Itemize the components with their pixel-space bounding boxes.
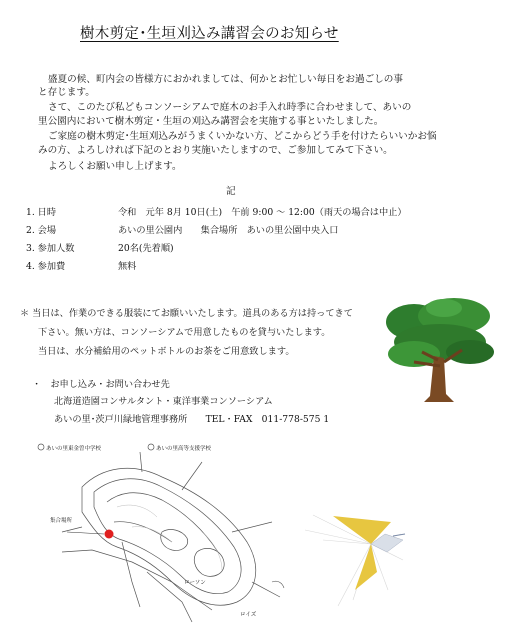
contact-org: 北海道造園コンサルタント・東洋事業コンソーシアム: [54, 396, 273, 407]
note-line: 当日は、水分補給用のペットボトルのお茶をご用意致します。: [38, 346, 295, 357]
detail-label: 1. 日時: [26, 207, 57, 218]
map-label-rois: ロイズ: [240, 612, 257, 618]
detail-value: あいの里公園内 集合場所 あいの里公園中央入口: [118, 225, 339, 236]
map-label-lawson: ローソン: [184, 580, 206, 586]
detail-label: 3. 参加人数: [26, 243, 75, 254]
meeting-point-leader: [67, 532, 104, 534]
intro-line: さて、このたび私どもコンソーシアムで庭木のお手入れ時季に合わせまして、あいの: [48, 102, 412, 113]
detail-value: 令和 元年 8月 10日(土) 午前 9:00 ～ 12:00（雨天の場合は中止）: [118, 207, 407, 218]
intro-line: みの方、よろしければ下記のとおり実施いたしますので、ご参加してみて下さい。: [38, 145, 393, 156]
intro-line: ご家庭の樹木剪定･生垣刈込みがうまくいかない方、どこからどう手を付けたらいいかお悩: [48, 131, 437, 142]
intro-line: 里公園内において樹木剪定・生垣の刈込み講習会を実施する事といたしました。: [38, 116, 384, 127]
contact-header: ・ お申し込み・お問い合わせ先: [32, 379, 170, 390]
detail-label: 2. 会場: [26, 225, 57, 236]
note-line: ＊ 当日は、作業のできる服装にてお願いいたします。道具のある方は持ってきて: [20, 308, 353, 319]
detail-value: 無料: [118, 261, 137, 272]
note-line: 下さい。無い方は、コンソーシアムで用意したものを貸与いたします。: [38, 327, 331, 338]
intro-line: と存じます。: [38, 87, 95, 98]
detail-label: 4. 参加費: [26, 261, 66, 272]
detail-value: 20名(先着順): [118, 243, 174, 254]
map-label-school2: あいの里高等支援学校: [156, 446, 212, 452]
intro-line: 盛夏の候、町内会の皆様方におかれましては、何かとお忙しい毎日をお過ごしの事: [48, 74, 403, 85]
page-title: 樹木剪定･生垣刈込み講習会のお知らせ: [80, 26, 339, 42]
intro-line: よろしくお願い申し上げます。: [48, 161, 182, 172]
logo-mark: [293, 500, 408, 608]
map-label-meeting: 集合場所: [50, 518, 73, 524]
ki-heading: 記: [226, 186, 236, 197]
map-marker-icon: [105, 530, 114, 539]
area-map: [22, 432, 292, 632]
map-label-school1: あいの里東金曽中学校: [46, 446, 102, 452]
tree-illustration: [384, 296, 496, 406]
contact-office: あいの里･茨戸川緑地管理事務所 TEL・FAX 011-778-575 1: [54, 414, 330, 425]
